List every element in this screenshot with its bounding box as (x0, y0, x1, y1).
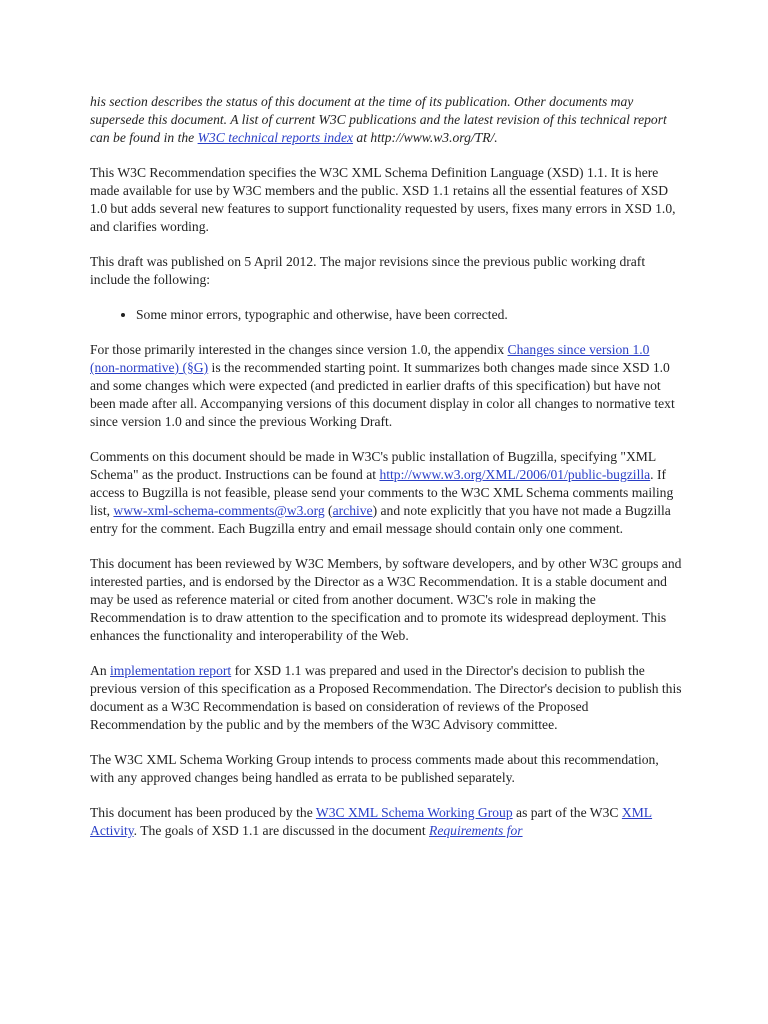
comments-text-2: . If access to Bugzilla is not feasible, please send your comments to the W3C XML Schema comments mailing list, (90, 467, 674, 518)
review-paragraph: This document has been reviewed by W3C Members, by software developers, and by other W3C groups and interested parties, and is endorsed by the Director as a W3C Recommendation. It is a stable document and may be used as reference material or cited from another document. W3C's role in making the Recommendation is to draw attention to the specification and to promote its widespread deployment. This enhances the functionality and interoperability of the Web. (90, 556, 682, 643)
produced-text: This document has been produced by the (90, 805, 316, 820)
working-group-paragraph: The W3C XML Schema Working Group intends to process comments made about this recommendation, with any approved changes being handled as errata to be published separately. (90, 752, 659, 785)
status-paragraph (90, 93, 682, 147)
comments-text: Comments on this document should be made in W3C's public installation of Bugzilla, specifying "XML Schema" as the product. Instructions can be found at (90, 449, 656, 482)
implementation-paragraph (90, 662, 682, 734)
requirements-link[interactable]: Requirements for (429, 823, 523, 838)
draft-paragraph: This draft was published on 5 April 2012. The major revisions since the previous public working draft include the following: (90, 254, 646, 287)
comments-text-3: ( (324, 503, 333, 518)
changes-text-end: is the recommended starting point. It summarizes both changes made since XSD 1.0 and some changes which were expected (and predicted in earlier drafts of this specification) but have not been made after all. Accompanying versions of this document display in color all changes to normative text since version 1.0 and since the previous Working Draft. (90, 360, 675, 429)
changes-text: For those primarily interested in the changes since version 1.0, the appendix (90, 342, 508, 357)
comments-paragraph (90, 448, 682, 538)
mailing-list-link[interactable]: www-xml-schema-comments@w3.org (113, 503, 325, 518)
tr-index-link[interactable]: W3C technical reports index (197, 130, 354, 145)
status-text-end: at http://www.w3.org/TR/. (353, 130, 498, 145)
changes-paragraph (90, 341, 682, 431)
changes-appendix-link[interactable]: Changes since version 1.0 (non-normative) (§G) (90, 342, 650, 375)
document-body (90, 93, 682, 857)
list-item: • Some minor errors, typographic and otherwise, have been corrected. (136, 306, 682, 324)
archive-link[interactable]: archive (332, 503, 373, 518)
bugzilla-link[interactable]: http://www.w3.org/XML/2006/01/public-bugzilla (379, 467, 651, 482)
revision-list (90, 306, 682, 324)
intro-paragraph: This W3C Recommendation specifies the W3C XML Schema Definition Language (XSD) 1.1. It is here made available for use by W3C members and the public. XSD 1.1 retains all the essential features of XSD 1.0 but adds several new features to support functionality requested by users, fixes many errors in XSD 1.0, and clarifies wording. (90, 165, 676, 234)
working-group-link[interactable]: W3C XML Schema Working Group (315, 805, 513, 820)
produced-text-2: as part of the W3C (512, 805, 622, 820)
comments-text-4: ) and note explicitly that you have not made a Bugzilla entry for the comment. Each Bugzilla entry and email message should contain only one comment. (90, 503, 671, 536)
produced-text-3: . The goals of XSD 1.1 are discussed in the document (133, 823, 430, 838)
implementation-text: An (90, 663, 111, 678)
implementation-text-end: for XSD 1.1 was prepared and used in the Director's decision to publish the previous version of this specification as a Proposed Recommendation. The Director's decision to publish this document as a W3C Recommendation is based on consideration of reviews of the Proposed Recommendation by the public and by the members of the W3C Advisory committee. (90, 663, 682, 732)
xml-activity-link[interactable]: XML Activity (90, 805, 653, 838)
implementation-report-link[interactable]: implementation report (110, 663, 232, 678)
produced-by-paragraph (90, 804, 682, 840)
status-text: his section describes the status of this document at the time of its publication. Other documents may supersede this document. A list of current W3C publications and the latest revision of this technical report can be found in the (90, 94, 667, 145)
